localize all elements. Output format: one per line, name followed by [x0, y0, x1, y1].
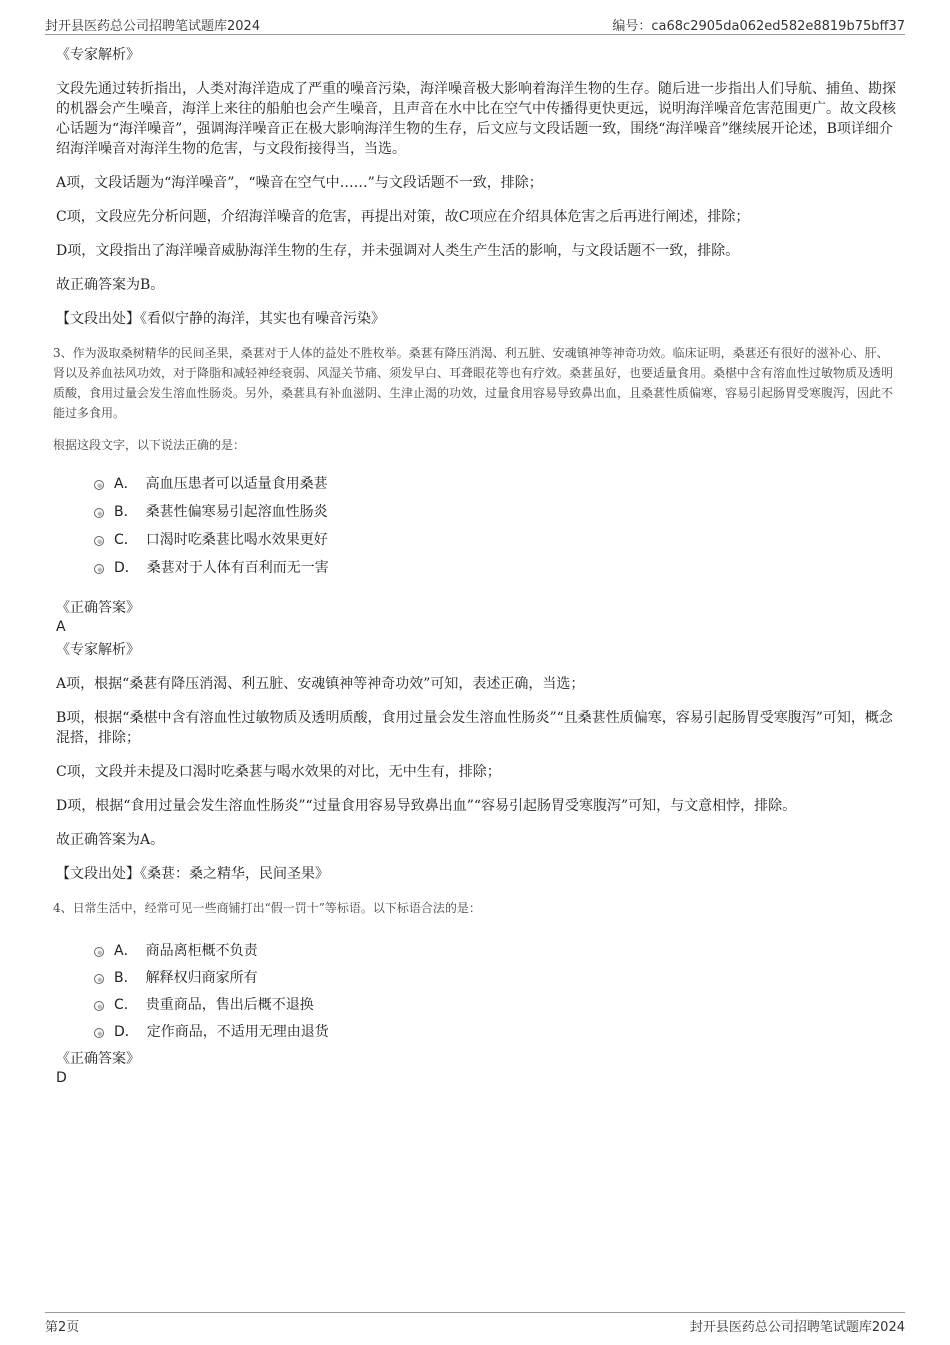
answer-heading: 《正确答案》: [56, 1051, 140, 1067]
analysis-conclusion: 故正确答案为B。: [56, 277, 165, 293]
radio-icon[interactable]: [94, 1028, 104, 1038]
option-d[interactable]: [94, 1017, 896, 1044]
radio-icon[interactable]: [94, 536, 104, 546]
header-doc-id: 编号：ca68c2905da062ed582e8819b75bff37: [612, 19, 905, 34]
page-footer: [45, 1312, 905, 1335]
analysis-heading: 《专家解析》: [56, 642, 140, 658]
option-text: 定作商品，不适用无理由退货: [146, 1023, 329, 1040]
option-text: 口渴时吃桑葚比喝水效果更好: [145, 532, 328, 548]
header-title: 封开县医药总公司招聘笔试题库2024: [45, 19, 261, 34]
answer-value: D: [56, 1070, 67, 1086]
option-text: 贵重商品，售出后概不退换: [145, 996, 314, 1013]
answer-heading: 《正确答案》: [56, 600, 140, 616]
option-b[interactable]: [94, 963, 896, 990]
option-key: A．: [114, 476, 138, 492]
option-c[interactable]: [94, 525, 896, 553]
question-4-stem: 4、日常生活中，经常可见一些商铺打出“假一罚十”等标语。以下标语合法的是：: [53, 901, 481, 915]
option-b[interactable]: [94, 497, 896, 525]
question-3-prompt: 根据这段文字，以下说法正确的是：: [53, 438, 246, 452]
option-key: B．: [114, 504, 138, 520]
question-3-options: [94, 469, 896, 581]
analysis-body: 文段先通过转折指出，人类对海洋造成了严重的噪音污染，海洋噪音极大影响着海洋生物的生存。随后进一步指出人们导航、捕鱼、勘探的机器会产生噪音，海洋上来往的船舶也会产生噪音，且声音在水中比在空气中传播得更快更远，说明海洋噪音危害范围更广。故文段核心话题为“海洋噪音”，强调海洋噪音正在极大影响海洋生物的生存，后文应与文段话题一致，围绕“海洋噪音”继续展开论述，B项详细介绍海洋噪音对海洋生物的危害，与文段衔接得当，当选。: [56, 81, 896, 157]
question-3-stem: 3、作为汲取桑树精华的民间圣果，桑葚对于人体的益处不胜枚举。桑葚有降压消渴、利五脏、安魂镇神等神奇功效。临床证明，桑葚还有很好的滋补心、肝、肾以及养血祛风功效，对于降脂和减轻神经衰弱、风湿关节痛、须发早白、耳聋眼花等也有疗效。桑葚虽好，也要适量食用。桑椹中含有溶血性过敏物质及透明质酸，食用过量会发生溶血性肠炎。另外，桑葚具有补血滋阴、生津止渴的功效，过量食用容易导致鼻出血，且桑葚性质偏寒，容易引起肠胃受寒腹泻，因此不能过多食用。: [53, 346, 894, 420]
option-key: C．: [114, 996, 138, 1013]
option-d[interactable]: [94, 553, 896, 581]
option-text: 高血压患者可以适量食用桑葚: [145, 476, 328, 492]
option-a[interactable]: [94, 936, 896, 963]
radio-icon[interactable]: [94, 480, 104, 490]
option-text: 桑葚对于人体有百利而无一害: [146, 560, 329, 576]
analysis-conclusion: 故正确答案为A。: [56, 832, 165, 848]
option-text: 桑葚性偏寒易引起溶血性肠炎: [145, 504, 328, 520]
analysis-option-b: B项，根据“桑椹中含有溶血性过敏物质及透明质酸，食用过量会发生溶血性肠炎”“且桑葚性质偏寒，容易引起肠胃受寒腹泻”可知，概念混搭，排除；: [56, 710, 893, 746]
analysis-option-c: C项，文段应先分析问题，介绍海洋噪音的危害，再提出对策，故C项应在介绍具体危害之后再进行阐述，排除；: [56, 209, 750, 225]
radio-icon[interactable]: [94, 564, 104, 574]
radio-icon[interactable]: [94, 1001, 104, 1011]
option-a[interactable]: [94, 469, 896, 497]
option-key: A．: [114, 942, 138, 959]
analysis-heading: 《专家解析》: [56, 47, 140, 63]
page-header: [45, 12, 905, 35]
option-c[interactable]: [94, 990, 896, 1017]
analysis-source: 【文段出处】《桑葚：桑之精华，民间圣果》: [56, 866, 329, 882]
option-key: D．: [114, 1023, 139, 1040]
radio-icon[interactable]: [94, 974, 104, 984]
option-key: B．: [114, 969, 138, 986]
option-text: 解释权归商家所有: [145, 969, 258, 986]
question-4-options: [94, 936, 896, 1044]
analysis-option-d: D项，根据“食用过量会发生溶血性肠炎”“过量食用容易导致鼻出血”“容易引起肠胃受寒腹泻”可知，与文意相悖，排除。: [56, 798, 797, 814]
radio-icon[interactable]: [94, 947, 104, 957]
analysis-option-c: C项，文段并未提及口渴时吃桑葚与喝水效果的对比，无中生有，排除；: [56, 764, 501, 780]
analysis-option-a: A项，文段话题为“海洋噪音”，“噪音在空气中……”与文段话题不一致，排除；: [56, 175, 543, 191]
analysis-option-a: A项，根据“桑葚有降压消渴、利五脏、安魂镇神等神奇功效”可知，表述正确，当选；: [56, 676, 585, 692]
radio-icon[interactable]: [94, 508, 104, 518]
page-number: 第2页: [45, 1320, 80, 1335]
page-content: [53, 44, 896, 1092]
option-text: 商品离柜概不负责: [145, 942, 258, 959]
analysis-source: 【文段出处】《看似宁静的海洋，其实也有噪音污染》: [56, 311, 385, 327]
option-key: C．: [114, 532, 138, 548]
analysis-option-d: D项，文段指出了海洋噪音威胁海洋生物的生存，并未强调对人类生产生活的影响，与文段话题不一致，排除。: [56, 243, 740, 259]
option-key: D．: [114, 560, 139, 576]
answer-value: A: [56, 619, 66, 635]
footer-title: 封开县医药总公司招聘笔试题库2024: [689, 1320, 905, 1335]
